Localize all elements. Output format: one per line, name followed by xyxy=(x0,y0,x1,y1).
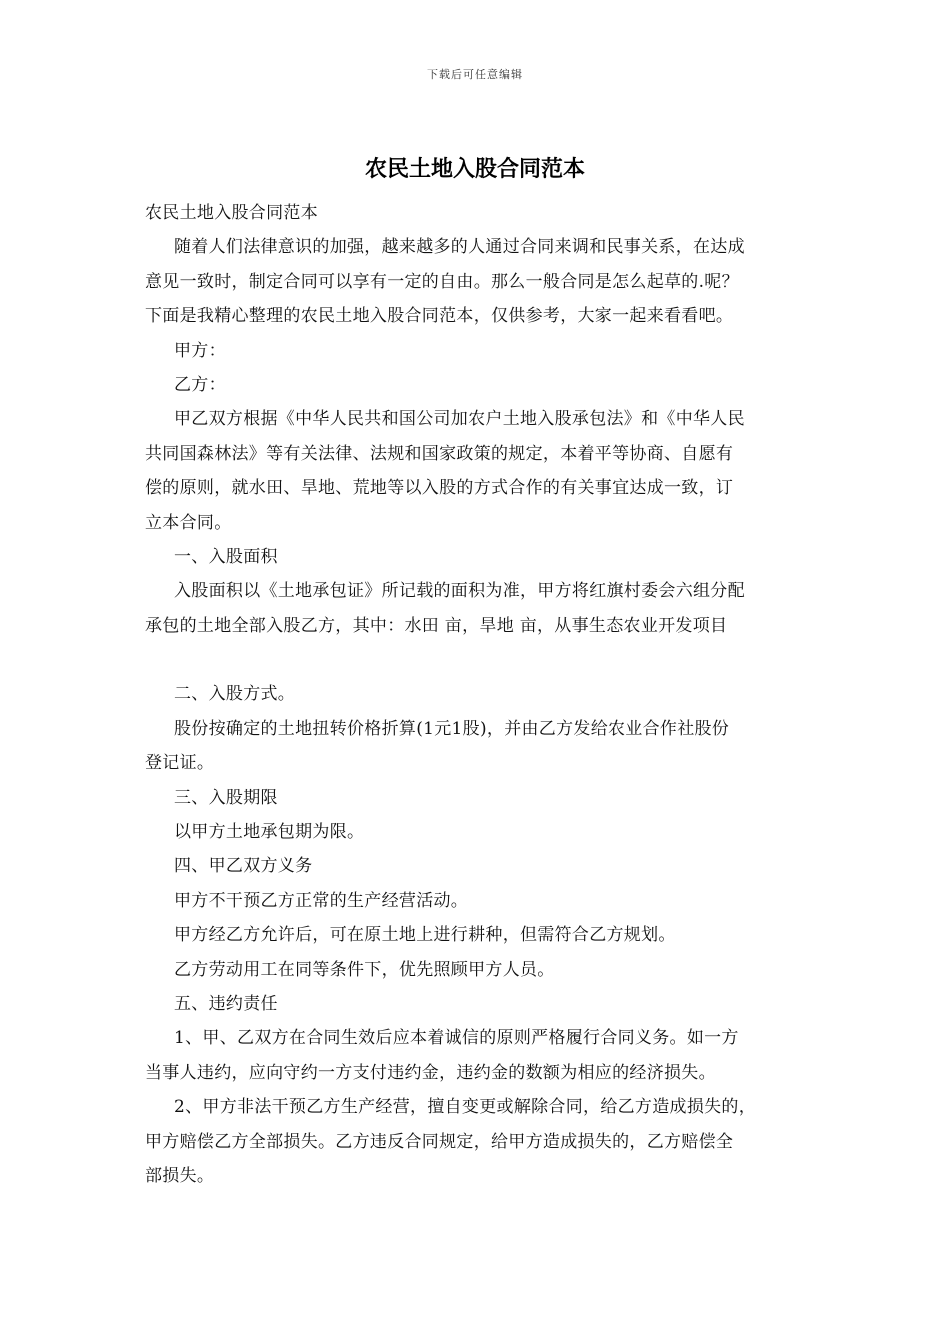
document-body xyxy=(145,196,810,1193)
paragraph-line: 乙方劳动用工在同等条件下，优先照顾甲方人员。 xyxy=(174,959,555,980)
paragraph-line: 当事人违约，应向守约一方支付违约金，违约金的数额为相应的经济损失。 xyxy=(145,1062,716,1083)
paragraph-line: 以甲方土地承包期为限。 xyxy=(174,822,365,843)
paragraph-line: 登记证。 xyxy=(145,753,215,774)
party-a-line: 甲方： xyxy=(174,340,226,361)
paragraph-line: 下面是我精心整理的农民土地入股合同范本，仅供参考，大家一起来看看吧。 xyxy=(145,306,734,327)
section-heading: 三、入股期限 xyxy=(174,787,278,808)
document-title: 农民土地入股合同范本 xyxy=(364,156,585,182)
paragraph-line: 甲乙双方根据《中华人民共和国公司加农户土地入股承包法》和《中华人民 xyxy=(174,409,745,430)
section-heading: 四、甲乙双方义务 xyxy=(174,856,313,877)
header-note: 下载后可任意编辑 xyxy=(427,68,523,81)
section-heading: 一、入股面积 xyxy=(174,546,278,567)
paragraph-line: 部损失。 xyxy=(145,1165,215,1186)
paragraph-line: 1、甲、乙双方在合同生效后应本着诚信的原则严格履行合同义务。如一方 xyxy=(174,1028,739,1049)
paragraph-line: 甲方不干预乙方正常的生产经营活动。 xyxy=(174,890,469,911)
paragraph-line: 共同国森林法》等有关法律、法规和国家政策的规定，本着平等协商、自愿有 xyxy=(145,443,734,464)
paragraph-line: 甲方赔偿乙方全部损失。乙方违反合同规定，给甲方造成损失的，乙方赔偿全 xyxy=(145,1131,734,1152)
subtitle-line: 农民土地入股合同范本 xyxy=(145,203,318,223)
party-b-line: 乙方： xyxy=(174,374,226,395)
blank-line xyxy=(145,643,810,677)
paragraph-line: 随着人们法律意识的加强，越来越多的人通过合同来调和民事关系，在达成 xyxy=(174,237,745,258)
paragraph-line: 承包的土地全部入股乙方，其中：水田 亩，旱地 亩，从事生态农业开发项目 xyxy=(145,615,728,636)
paragraph-line: 甲方经乙方允许后，可在原土地上进行耕种，但需符合乙方规划。 xyxy=(174,925,676,946)
paragraph-line: 意见一致时，制定合同可以享有一定的自由。那么一般合同是怎么起草的.呢？ xyxy=(145,271,739,292)
section-heading: 五、违约责任 xyxy=(174,993,278,1014)
paragraph-line: 立本合同。 xyxy=(145,512,232,533)
paragraph-line: 入股面积以《土地承包证》所记载的面积为准，甲方将红旗村委会六组分配 xyxy=(174,581,745,602)
paragraph-line: 股份按确定的土地扭转价格折算(1元1股)，并由乙方发给农业合作社股份 xyxy=(174,718,730,739)
paragraph-line: 2、甲方非法干预乙方生产经营，擅自变更或解除合同，给乙方造成损失的， xyxy=(174,1097,757,1118)
section-heading: 二、入股方式。 xyxy=(174,684,296,705)
paragraph-line: 偿的原则，就水田、旱地、荒地等以入股的方式合作的有关事宜达成一致，订 xyxy=(145,478,734,499)
